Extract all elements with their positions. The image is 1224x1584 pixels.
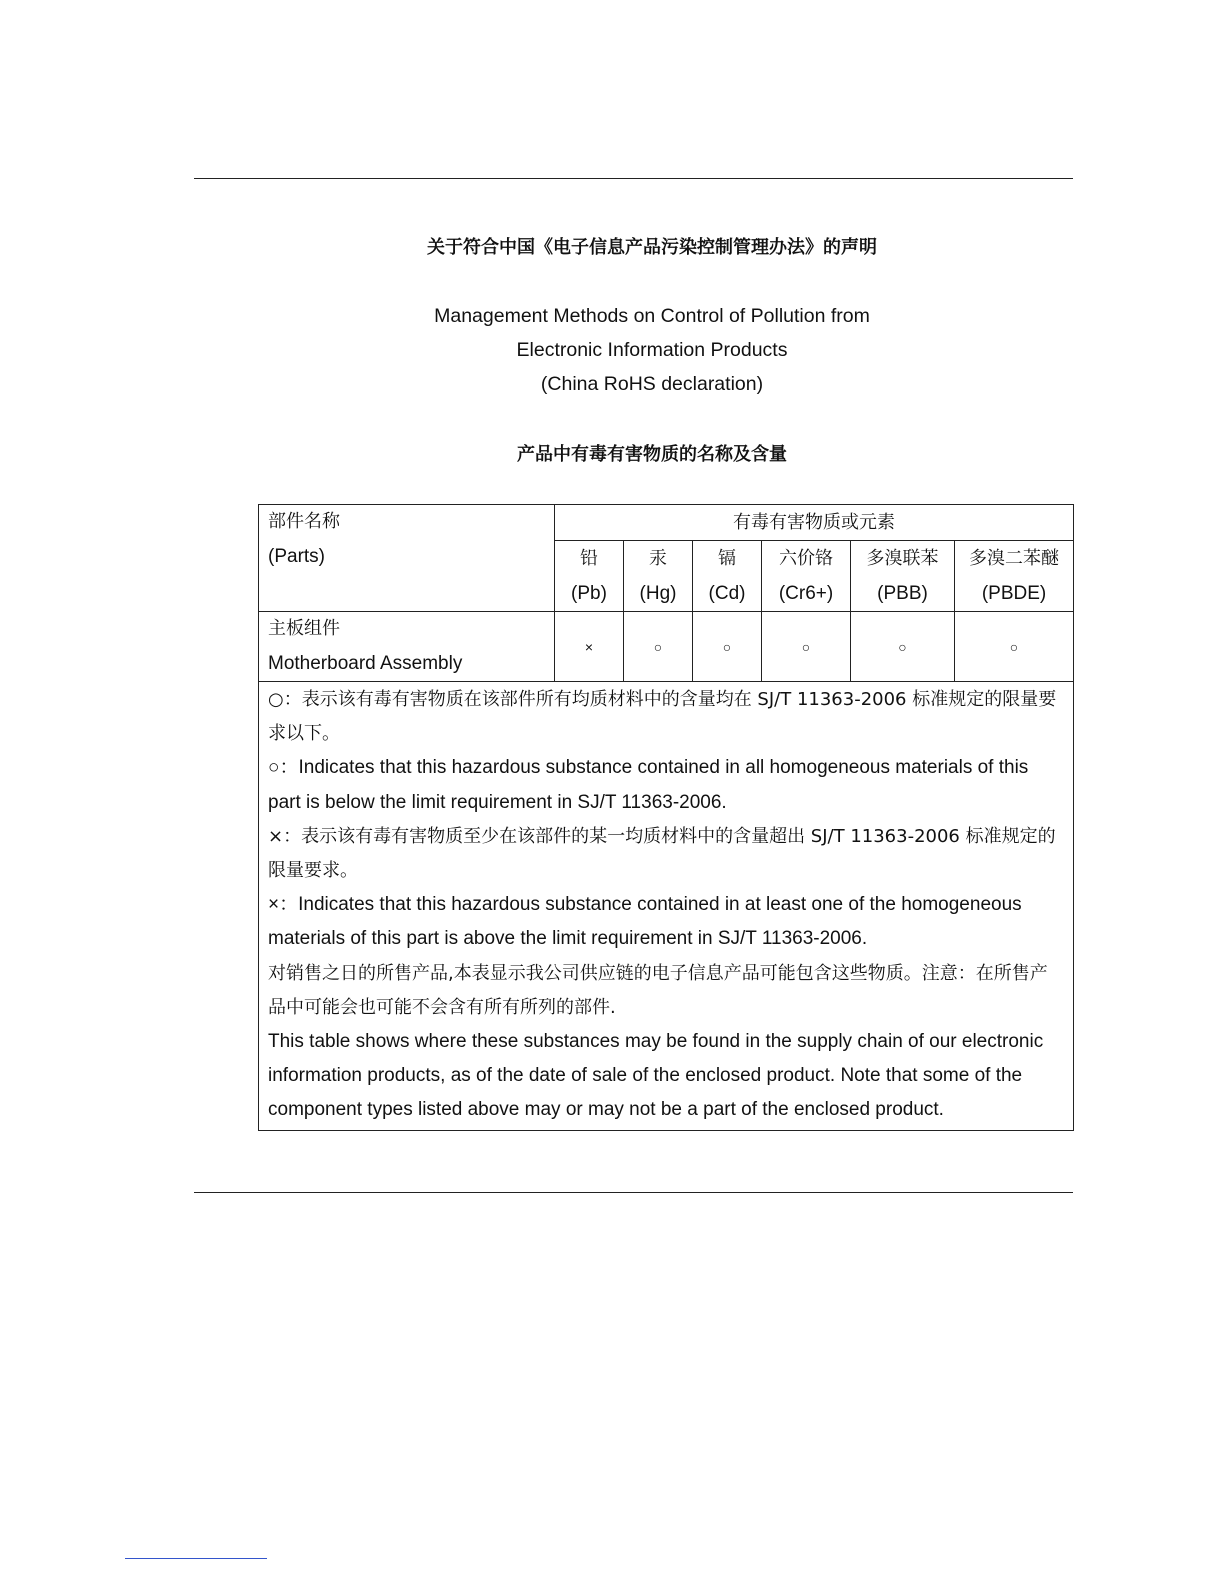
english-title-line-3: (China RoHS declaration)	[540, 373, 764, 395]
mark-pb: ×	[555, 612, 624, 682]
note-supply-chain-en: This table shows where these substances may be found in the supply chain of our electronic information products, as of the date of sale of the enclosed product. Note that some of the component types listed above may or may not be a part of the enclosed product.	[268, 1031, 1044, 1121]
footnote-separator	[125, 1558, 267, 1559]
parts-header-en: (Parts)	[268, 545, 325, 567]
element-header-pbde	[955, 541, 1074, 612]
part-name-cell	[259, 612, 555, 682]
element-symbol: (Cd)	[708, 583, 746, 604]
top-horizontal-rule	[194, 178, 1073, 179]
element-cn-name: 铅	[580, 548, 598, 569]
chinese-declaration-title: 关于符合中国《电子信息产品污染控制管理办法》的声明	[427, 237, 877, 258]
table-row	[259, 612, 1074, 682]
element-header-cd	[693, 541, 762, 612]
element-cn-name: 六价铬	[779, 548, 833, 569]
note-circle-cn: ○：表示该有毒有害物质在该部件所有均质材料中的含量均在 SJ/T 11363-2006 标准规定的限量要求以下。	[268, 689, 1057, 745]
english-declaration-title	[194, 299, 1110, 401]
parts-header-cell	[259, 505, 555, 612]
note-cross-en: ×：Indicates that this hazardous substance contained in at least one of the homogeneous materials of this part is above the limit requirement in SJ/T 11363-2006.	[268, 894, 1022, 950]
element-header-pbb	[851, 541, 955, 612]
hazardous-substance-table	[258, 504, 1074, 1131]
mark-cd: ○	[693, 612, 762, 682]
element-header-pb	[555, 541, 624, 612]
element-cn-name: 镉	[718, 548, 736, 569]
element-cn-name: 汞	[649, 548, 667, 569]
note-supply-chain-cn: 对销售之日的所售产品,本表显示我公司供应链的电子信息产品可能包含这些物质。注意：在所售产品中可能会也可能不会含有所有所列的部件.	[268, 962, 1048, 1018]
element-header-hg	[624, 541, 693, 612]
element-symbol: (Hg)	[639, 583, 677, 604]
note-cross-cn: ×：表示该有毒有害物质至少在该部件的某一均质材料中的含量超出 SJ/T 11363-2006 标准规定的限量要求。	[268, 825, 1056, 882]
mark-hg: ○	[624, 612, 693, 682]
mark-cr6: ○	[762, 612, 851, 682]
element-symbol: (Cr6+)	[778, 583, 834, 604]
mark-pbb: ○	[851, 612, 955, 682]
part-name-en: Motherboard Assembly	[268, 652, 463, 674]
element-cn-name: 多溴联苯	[866, 548, 939, 569]
element-symbol: (PBB)	[877, 583, 928, 604]
parts-header-cn: 部件名称	[268, 511, 340, 532]
element-symbol: (Pb)	[571, 583, 607, 604]
bottom-horizontal-rule	[194, 1192, 1073, 1193]
mark-pbde: ○	[955, 612, 1074, 682]
note-circle-en: ○：Indicates that this hazardous substance contained in all homogeneous materials of this part is below the limit requirement in SJ/T 11363-2006.	[268, 757, 1029, 813]
element-header-cr6	[762, 541, 851, 612]
part-name-cn: 主板组件	[268, 618, 340, 639]
english-title-line-1: Management Methods on Control of Pollution from	[434, 305, 870, 327]
english-title-line-2: Electronic Information Products	[516, 339, 788, 361]
substances-header-cell: 有毒有害物质或元素	[555, 505, 1074, 541]
element-cn-name: 多溴二苯醚	[969, 548, 1060, 569]
table-header-row-1	[259, 505, 1074, 541]
notes-row	[259, 682, 1074, 1131]
substance-table-title: 产品中有毒有害物质的名称及含量	[517, 444, 787, 465]
element-symbol: (PBDE)	[981, 583, 1047, 604]
notes-cell	[259, 682, 1074, 1131]
